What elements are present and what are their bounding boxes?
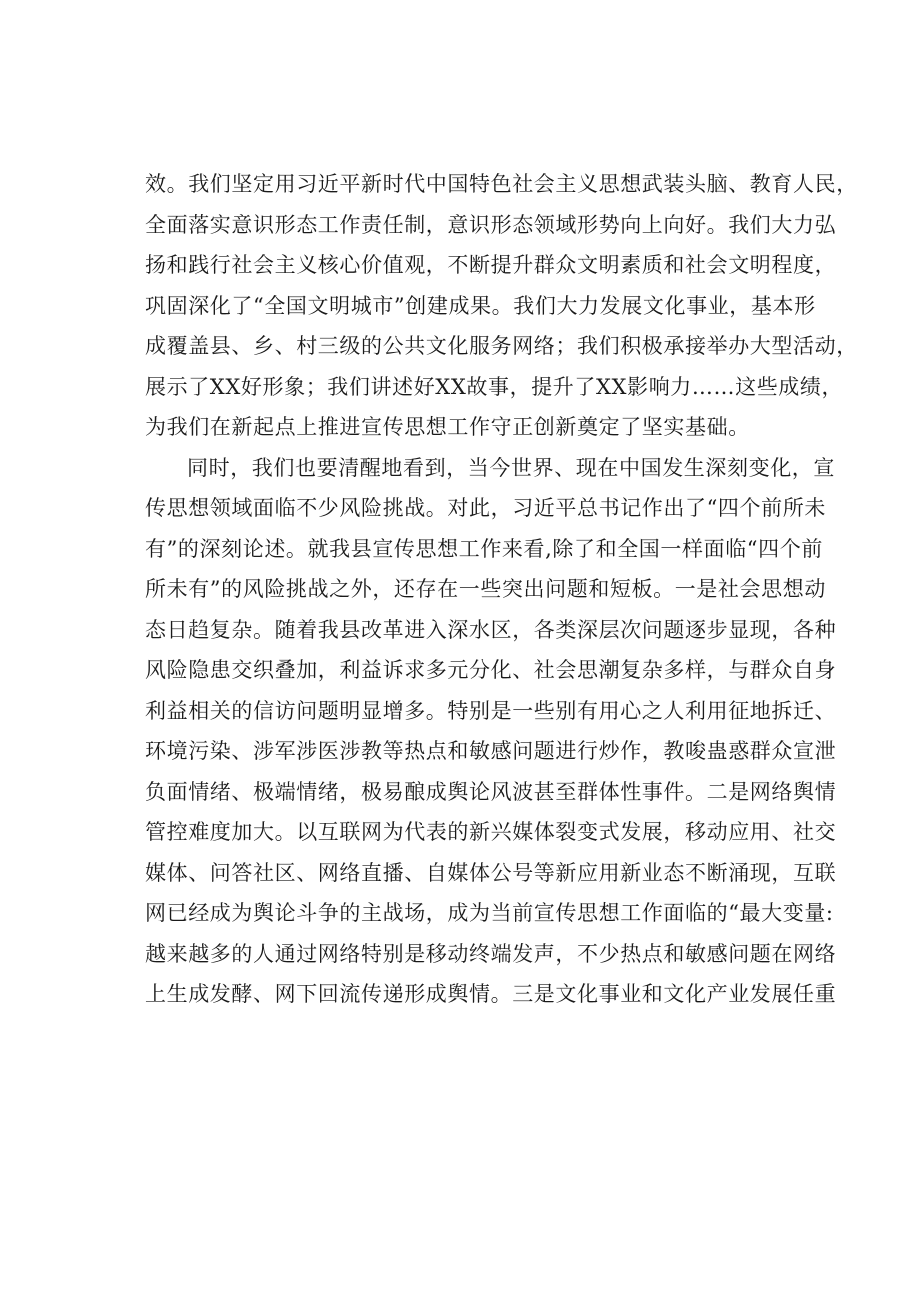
text-line: [145, 1015, 785, 1056]
text-line: 有”的深刻论述。就我县宣传思想工作来看,除了和全国一样面临“四个前: [145, 536, 823, 561]
body-text: [145, 164, 858, 1055]
text-line: 全面落实意识形态工作责任制，意识形态领域形势向上向好。我们大力弘: [145, 212, 837, 237]
text-line: 所未有”的风险挑战之外，还存在一些突出问题和短板。一是社会思想动: [145, 577, 826, 601]
text-line: 传思想领域面临不少风险挑战。对此，习近平总书记作出了“四个前所未: [145, 496, 826, 520]
text-line: 环境污染、涉军涉医涉教等热点和敏感问题进行炒作，教唆蛊惑群众宣泄: [145, 739, 837, 763]
text-line: 态日趋复杂。随着我县改革进入深水区，各类深层次问题逐步显现，各种: [145, 617, 837, 642]
text-line: 为我们在新起点上推进宣传思想工作守正创新奠定了坚实基础。: [145, 415, 750, 439]
text-line: 越来越多的人通过网络特别是移动终端发声，不少热点和敏感问题在网络: [145, 941, 837, 966]
text-line: 上生成发酵、网下回流传递形成舆情。三是文化事业和文化产业发展任重: [145, 982, 837, 1006]
text-line: 负面情绪、极端情绪，极易酿成舆论风波甚至群体性事件。二是网络舆情: [145, 779, 837, 804]
paragraph-first-line: 同时，我们也要清醒地看到，当今世界、现在中国发生深刻变化，宣: [187, 455, 835, 480]
text-line: 利益相关的信访问题明显增多。特别是一些别有用心之人利用征地拆迁、: [145, 698, 837, 723]
text-line: 管控难度加大。以互联网为代表的新兴媒体裂变式发展，移动应用、社交: [145, 820, 837, 844]
text-line: 展示了XX好形象；我们讲述好XX故事，提升了XX影响力……这些成绩，: [145, 374, 844, 399]
text-line: 成覆盖县、乡、村三级的公共文化服务网络；我们积极承接举办大型活动，: [145, 334, 858, 358]
text-line: 效。我们坚定用习近平新时代中国特色社会主义思想武装头脑、教育人民，: [145, 172, 858, 196]
text-line: 巩固深化了“全国文明城市”创建成果。我们大力发展文化事业，基本形: [145, 293, 816, 318]
text-line: 风险隐患交织叠加，利益诉求多元分化、社会思潮复杂多样，与群众自身: [145, 658, 837, 682]
text-line: 媒体、问答社区、网络直播、自媒体公号等新应用新业态不断涌现，互联: [145, 860, 837, 885]
text-line: 扬和践行社会主义核心价值观，不断提升群众文明素质和社会文明程度，: [145, 253, 837, 277]
text-line: 网已经成为舆论斗争的主战场，成为当前宣传思想工作面临的“最大变量:: [145, 901, 834, 925]
